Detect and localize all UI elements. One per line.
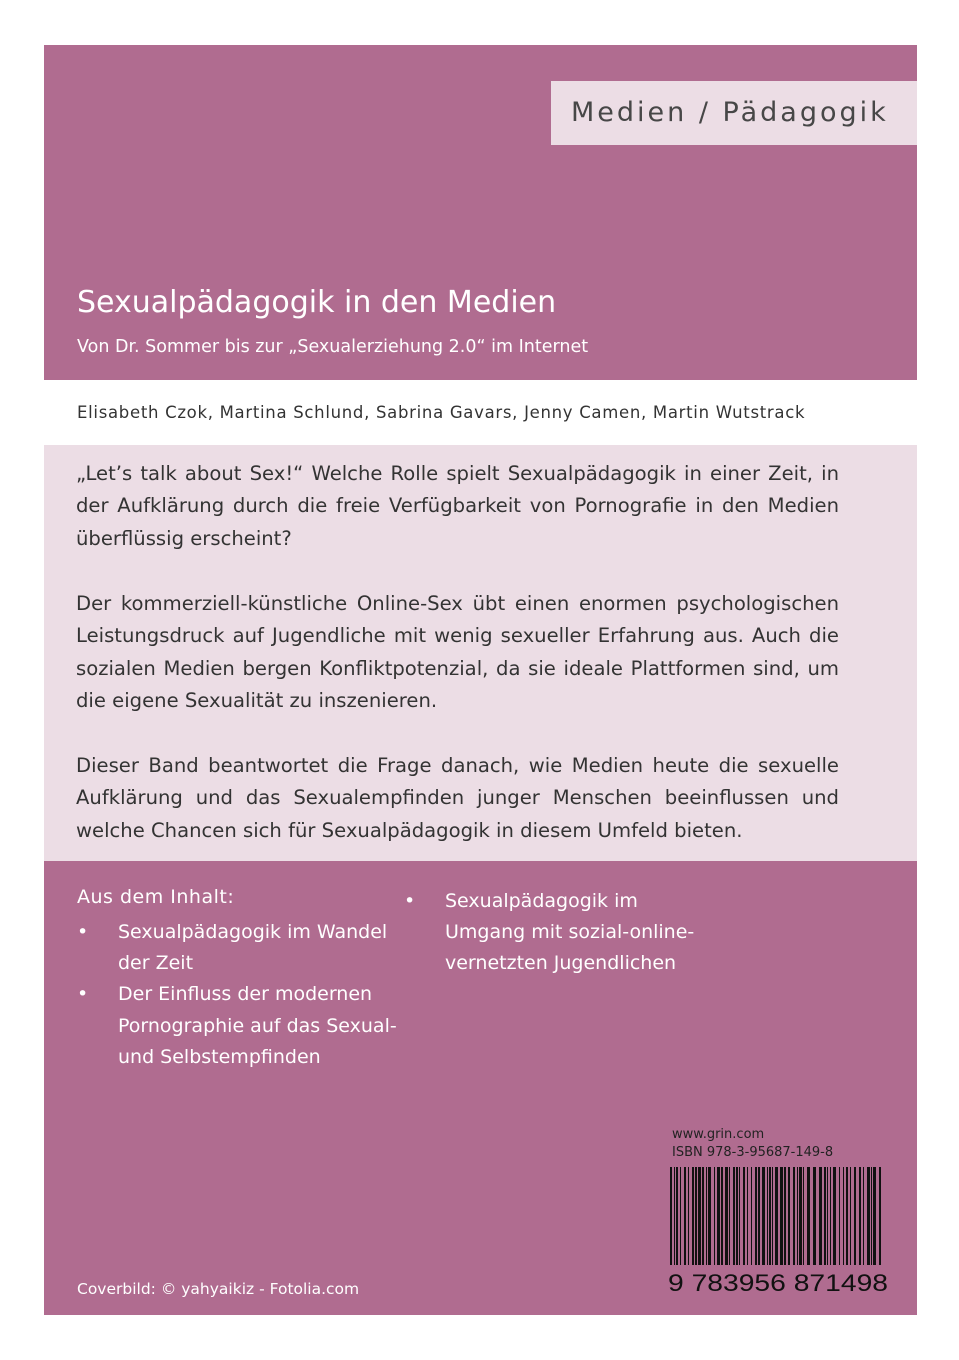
barcode-bar [871,1167,872,1265]
barcode-bar [788,1167,790,1265]
barcode-bar [833,1167,836,1265]
barcode-bar [780,1167,783,1265]
barcode-bar [767,1167,768,1265]
barcode-bar [758,1167,760,1265]
barcode-bar [846,1167,848,1265]
barcode-bar [827,1167,828,1265]
barcode-bar [843,1167,844,1265]
barcode-bar [698,1167,701,1265]
barcode-area [656,1115,898,1299]
barcode-bar [721,1167,723,1265]
barcode-bar [830,1167,831,1265]
isbn-number: ISBN 978-3-95687-149-8 [672,1145,834,1160]
barcode-bar [873,1167,876,1265]
barcode-bar [695,1167,697,1265]
contents-list-right [404,886,724,980]
barcode-bar [702,1167,704,1265]
barcode-bar [813,1167,816,1265]
category-label: Medien / Pädagogik [551,81,917,145]
barcode-bar [772,1167,773,1265]
barcode-bar [793,1167,795,1265]
barcode-bar [775,1167,778,1265]
list-item-text: Sexualpädagogik im Umgang mit sozial-online-vernetzten Jugendlichen [445,890,695,975]
barcode-bar [674,1167,675,1265]
publisher-url: www.grin.com [672,1127,765,1142]
list-item-text: Sexualpädagogik im Wandel der Zeit [118,921,388,975]
barcode-bar [751,1167,752,1265]
barcode-bar [736,1167,738,1265]
barcode-bar [676,1167,678,1265]
cover-credit: Coverbild: © yahyaikiz - Fotolia.com [77,1280,360,1298]
barcode-bar [797,1167,798,1265]
barcode-bar [863,1167,864,1265]
bullet-icon: • [404,890,416,912]
header-panel [44,45,917,380]
barcode-bar [688,1167,689,1265]
list-item-text: Der Einfluss der modernen Pornographie auf das Sexual- und Selbstempfinden [118,983,397,1068]
barcode-bar [819,1167,822,1265]
book-back-cover [44,45,917,1315]
list-item [404,886,724,980]
list-item [77,917,397,979]
barcode-bar [799,1167,802,1265]
contents-heading: Aus dem Inhalt: [77,886,235,908]
barcode-bar [684,1167,686,1265]
description-paragraph: Dieser Band beantwortet die Frage danach, wie Medien heute die sexuelle Aufklärung und das Sexualempfinden junger Menschen beeinflussen und welche Chancen sich für Sexualpädagogik in diesem Umfeld bieten. [76,754,839,842]
description-panel [44,445,917,861]
bullet-icon: • [77,921,89,943]
book-title: Sexualpädagogik in den Medien [77,285,557,320]
barcode-bar [854,1167,856,1265]
barcode-bar [839,1167,840,1265]
contents-list-left [77,917,397,1073]
barcode-bar [680,1167,681,1265]
barcode-bar [714,1167,715,1265]
description-paragraph: „Let’s talk about Sex!“ Welche Rolle spielt Sexualpädagogik in einer Zeit, in der Aufklärung durch die freie Verfügbarkeit von Pornografie in den Medien überflüssig erscheint? [76,462,839,550]
barcode-bar [743,1167,745,1265]
barcode-bar [692,1167,694,1265]
barcode-bar [747,1167,748,1265]
barcode-bar [708,1167,711,1265]
list-item [77,979,397,1073]
barcode-bar [824,1167,826,1265]
authors-line: Elisabeth Czok, Martina Schlund, Sabrina Gavars, Jenny Camen, Martin Wutstrack [77,403,806,422]
barcode-bar [762,1167,765,1265]
barcode-bar [859,1167,861,1265]
barcode-bar [670,1167,672,1265]
barcode-bar [769,1167,771,1265]
description-text [76,458,839,847]
barcode-digits: 9 783956 871498 [668,1270,888,1295]
barcode-bar [725,1167,728,1265]
barcode-bar [879,1167,881,1265]
barcode-bar [803,1167,804,1265]
barcode-bar [733,1167,735,1265]
barcode-icon [668,1167,890,1295]
barcode-bar [850,1167,851,1265]
barcode-bar [755,1167,757,1265]
barcode-bar [706,1167,707,1265]
bullet-icon: • [77,983,89,1006]
book-subtitle: Von Dr. Sommer bis zur „Sexualerziehung 2.0“ im Internet [77,337,589,357]
description-paragraph: Der kommerziell-künstliche Online-Sex übt einen enormen psychologischen Leistungsdruck auf Jugendliche mit wenig sexueller Erfahrung aus. Auch die sozialen Medien bergen Konfliktpotenzial, da sie ideale Plattformen sind, um die eigene Sexualität zu inszenieren. [76,591,839,713]
barcode-bar [717,1167,720,1265]
barcode-bar [739,1167,740,1265]
barcode-bar [784,1167,786,1265]
barcode-bar [807,1167,810,1265]
barcode-bar [867,1167,870,1265]
contents-panel [44,861,917,1315]
barcode-bar [729,1167,730,1265]
